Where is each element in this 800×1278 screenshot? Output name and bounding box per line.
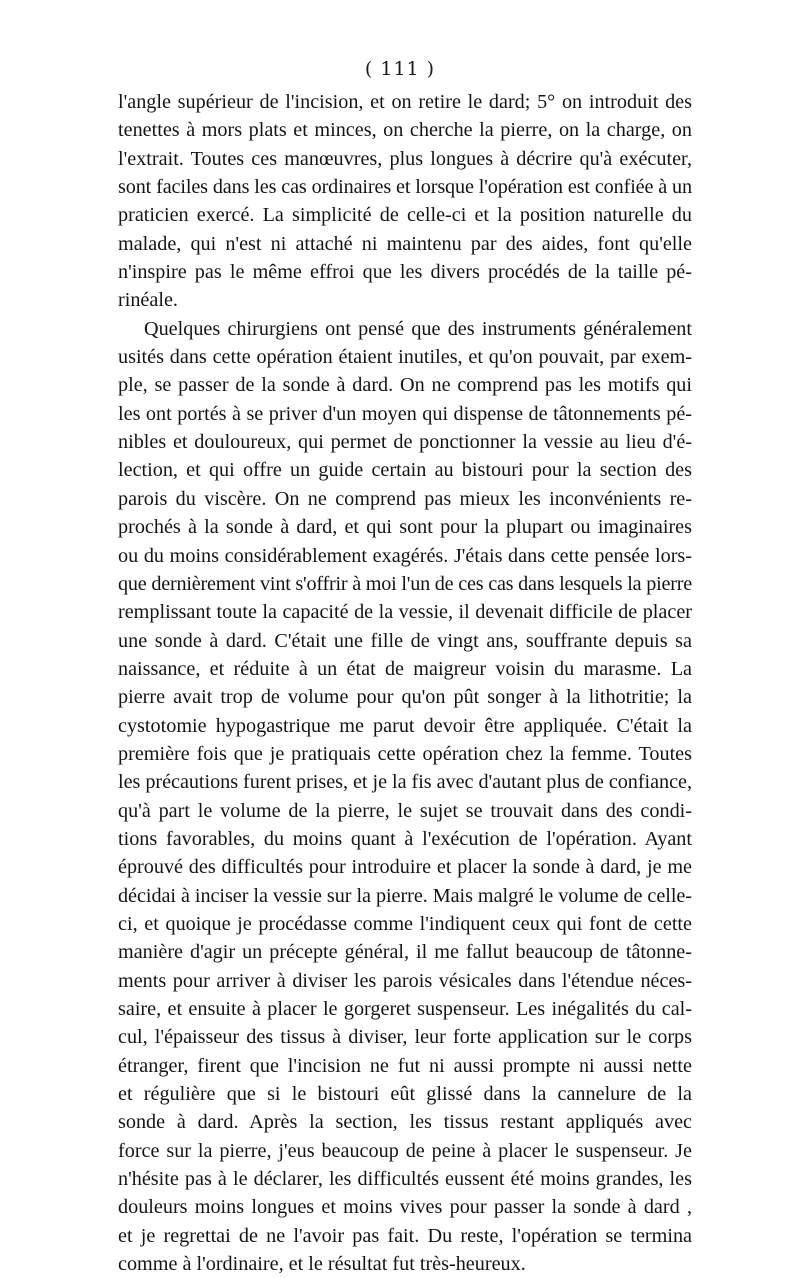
text-line: ci, et quoique je procédasse comme l'indiquent ceux qui font de cette	[118, 912, 692, 935]
text-line: n'inspire pas le même effroi que les divers procédés de la taille pé-	[118, 261, 692, 284]
text-line: ments pour arriver à diviser les parois vésicales dans l'étendue néces-	[118, 969, 692, 992]
text-line: lection, et qui offre un guide certain au bistouri pour la section des	[118, 459, 692, 482]
text-line: naissance, et réduite à un état de maigreur voisin du marasme. La	[118, 657, 692, 680]
text-line: l'extrait. Toutes ces manœuvres, plus longues à décrire qu'à exécuter,	[118, 147, 692, 170]
text-line: et régulière que si le bistouri eût glissé dans la cannelure de la	[118, 1083, 692, 1106]
text-line: ou du moins considérablement exagérés. J'étais dans cette pensée lors-	[118, 544, 692, 567]
page-number: ( 111 )	[364, 58, 436, 80]
text-line: parois du viscère. On ne comprend pas mieux les inconvénients re-	[118, 487, 692, 510]
text-line: première fois que je pratiquais cette opération chez la femme. Toutes	[118, 742, 692, 765]
text-line: n'hésite pas à le déclarer, les difficultés eussent été moins grandes, les	[118, 1168, 692, 1191]
text-line: et je regrettai de ne l'avoir pas fait. Du reste, l'opération se termina	[118, 1224, 692, 1247]
text-line: manière d'agir un précepte général, il me fallut beaucoup de tâtonne-	[118, 941, 692, 964]
text-line: sonde à dard. Après la section, les tissus restant appliqués avec	[118, 1111, 692, 1134]
text-line: éprouvé des difficultés pour introduire et placer la sonde à dard, je me	[118, 856, 692, 879]
text-line: décidai à inciser la vessie sur la pierre. Mais malgré le volume de celle-	[118, 884, 692, 907]
text-line: que dernièrement vint s'offrir à moi l'un de ces cas dans lesquels la pierre	[118, 572, 692, 595]
text-line: tenettes à mors plats et minces, on cherche la pierre, on la charge, on	[118, 119, 692, 142]
text-line: étranger, firent que l'incision ne fut ni aussi prompte ni aussi nette	[118, 1054, 692, 1077]
text-line: usités dans cette opération étaient inutiles, et qu'on pouvait, par exem-	[118, 346, 692, 369]
text-line: praticien exercé. La simplicité de celle-ci et la position naturelle du	[118, 204, 692, 227]
text-line: ple, se passer de la sonde à dard. On ne comprend pas les motifs qui	[118, 374, 692, 397]
text-line: comme à l'ordinaire, et le résultat fut très-heureux.	[118, 1253, 526, 1276]
text-line: douleurs moins longues et moins vives pour passer la sonde à dard ,	[118, 1196, 692, 1219]
text-line: sont faciles dans les cas ordinaires et lorsque l'opération est confiée à un	[118, 176, 692, 199]
text-line: saire, et ensuite à placer le gorgeret suspenseur. Les inégalités du cal-	[118, 998, 692, 1020]
text-line: une sonde à dard. C'était une fille de vingt ans, souffrante depuis sa	[118, 629, 692, 652]
text-line: Quelques chirurgiens ont pensé que des instruments généralement	[144, 317, 692, 340]
text-line: prochés à la sonde à dard, et qui sont pour la plupart ou imaginaires	[118, 516, 692, 539]
text-line: malade, qui n'est ni attaché ni maintenu par des aides, font qu'elle	[118, 232, 692, 255]
text-line: tions favorables, du moins quant à l'exécution de l'opération. Ayant	[118, 827, 692, 850]
text-line: cystotomie hypogastrique me parut devoir être appliquée. C'était la	[118, 714, 692, 737]
text-line: les ont portés à se priver d'un moyen qui dispense de tâtonnements pé-	[118, 402, 692, 425]
text-line: qu'à part le volume de la pierre, le sujet se trouvait dans des condi-	[118, 799, 692, 822]
text-line: les précautions furent prises, et je la fis avec d'autant plus de confiance,	[118, 771, 692, 794]
text-line: remplissant toute la capacité de la vessie, il devenait difficile de placer	[118, 601, 692, 624]
text-line: pierre avait trop de volume pour qu'on pût songer à la lithotritie; la	[118, 686, 692, 709]
text-line: cul, l'épaisseur des tissus à diviser, leur forte application sur le corps	[118, 1026, 692, 1049]
text-line: nibles et douloureux, qui permet de ponctionner la vessie au lieu d'é-	[118, 431, 692, 454]
text-line: rinéale.	[118, 289, 178, 312]
text-line: force sur la pierre, j'eus beaucoup de peine à placer le suspenseur. Je	[118, 1139, 692, 1162]
text-line: l'angle supérieur de l'incision, et on retire le dard; 5° on introduit des	[118, 91, 692, 113]
body-text	[118, 88, 692, 1278]
